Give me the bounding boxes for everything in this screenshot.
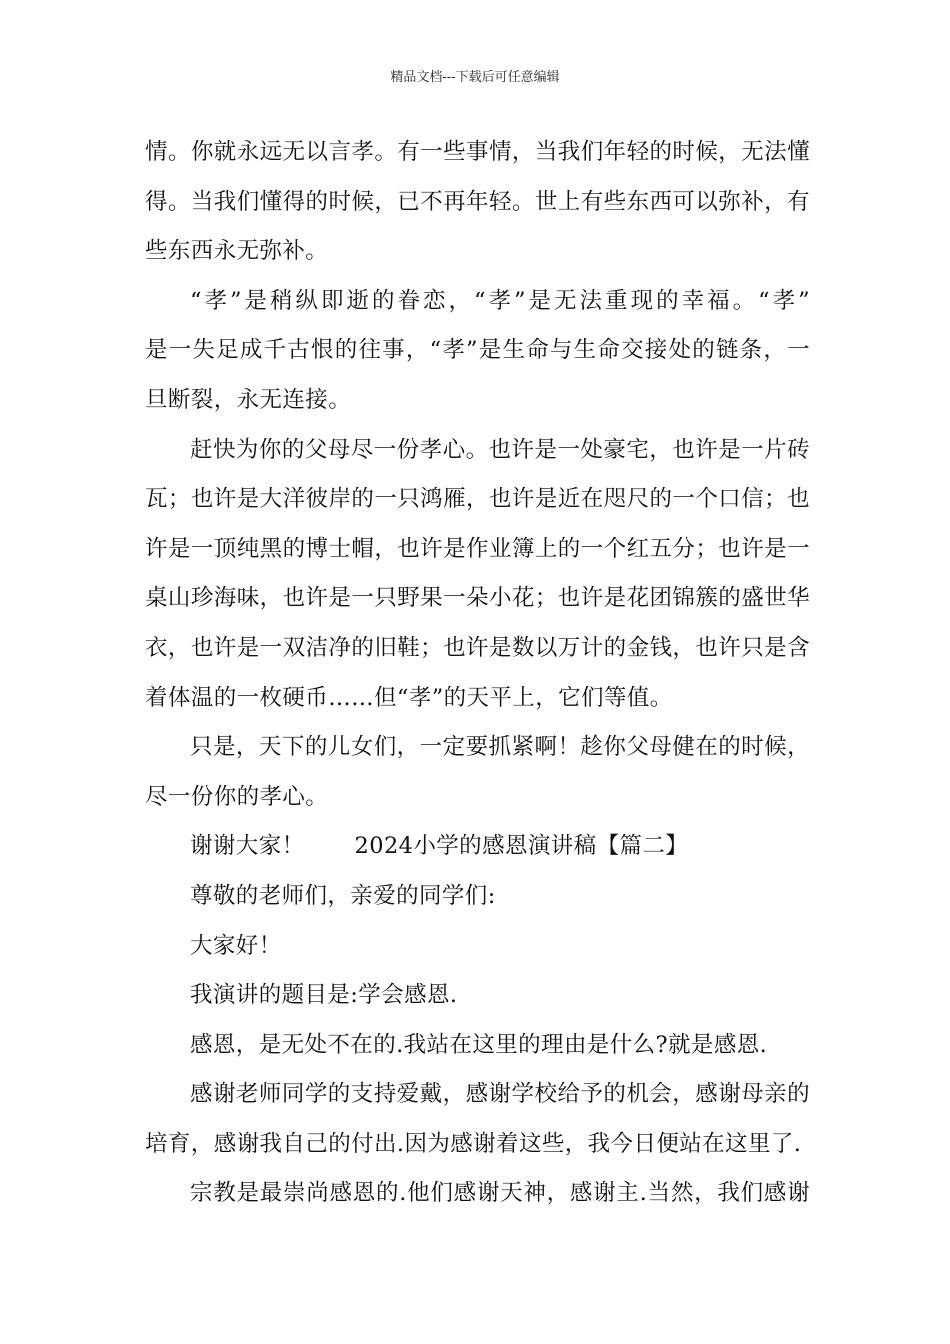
text-line: 宗教是最崇尚感恩的.他们感谢天神，感谢主.当然，我们感谢 [190, 1180, 810, 1207]
thanks-and-heading-line [145, 822, 810, 872]
text-line: 旦断裂，永无连接。 [145, 386, 352, 413]
text-line: 培育，感谢我自己的付出.因为感谢着这些，我今日便站在这里了. [145, 1130, 802, 1157]
text-line: 尊敬的老师们，亲爱的同学们: [190, 882, 496, 909]
text-line: 许是一顶纯黑的博士帽，也许是作业簿上的一个红五分；也许是一 [145, 535, 810, 562]
text-line: 桌山珍海味，也许是一只野果一朵小花；也许是花团锦簇的盛世华 [145, 585, 810, 612]
thanks-text: 谢谢大家！ [190, 833, 305, 860]
text-line: 情。你就永远无以言孝。有一些事情，当我们年轻的时候，无法懂 [145, 139, 810, 165]
text-line: 大家好！ [190, 932, 282, 959]
text-line: 得。当我们懂得的时候，已不再年轻。世上有些东西可以弥补，有 [145, 188, 810, 215]
text-line: 只是，天下的儿女们，一定要抓紧啊！趁你父母健在的时候， [190, 734, 810, 761]
section-heading: 2024小学的感恩演讲稿【篇二】 [354, 833, 689, 860]
text-line: 瓦；也许是大洋彼岸的一只鸿雁，也许是近在咫尺的一个口信；也 [145, 486, 810, 513]
text-line: 些东西永无弥补。 [145, 238, 329, 265]
page-header: 精品文档---下载后可任意编辑 [390, 70, 560, 85]
text-line: 尽一份你的孝心。 [145, 783, 329, 810]
text-line: 是一失足成千古恨的往事，“孝”是生命与生命交接处的链条，一 [145, 337, 810, 364]
text-line: 赶快为你的父母尽一份孝心。也许是一处豪宅，也许是一片砖 [190, 436, 810, 463]
text-line: 感恩，是无处不在的.我站在这里的理由是什么?就是感恩. [190, 1031, 768, 1058]
text-line: 着体温的一枚硬币……但“孝”的天平上，它们等值。 [145, 684, 673, 711]
text-line: 感谢老师同学的支持爱戴，感谢学校给予的机会，感谢母亲的 [190, 1081, 810, 1108]
text-line: 衣，也许是一双洁净的旧鞋；也许是数以万计的金钱，也许只是含 [145, 634, 810, 661]
text-line: 我演讲的题目是:学会感恩. [190, 982, 458, 1009]
text-line: “孝”是稍纵即逝的眷恋，“孝”是无法重现的幸福。“孝” [190, 287, 810, 314]
document-body [145, 128, 810, 1219]
